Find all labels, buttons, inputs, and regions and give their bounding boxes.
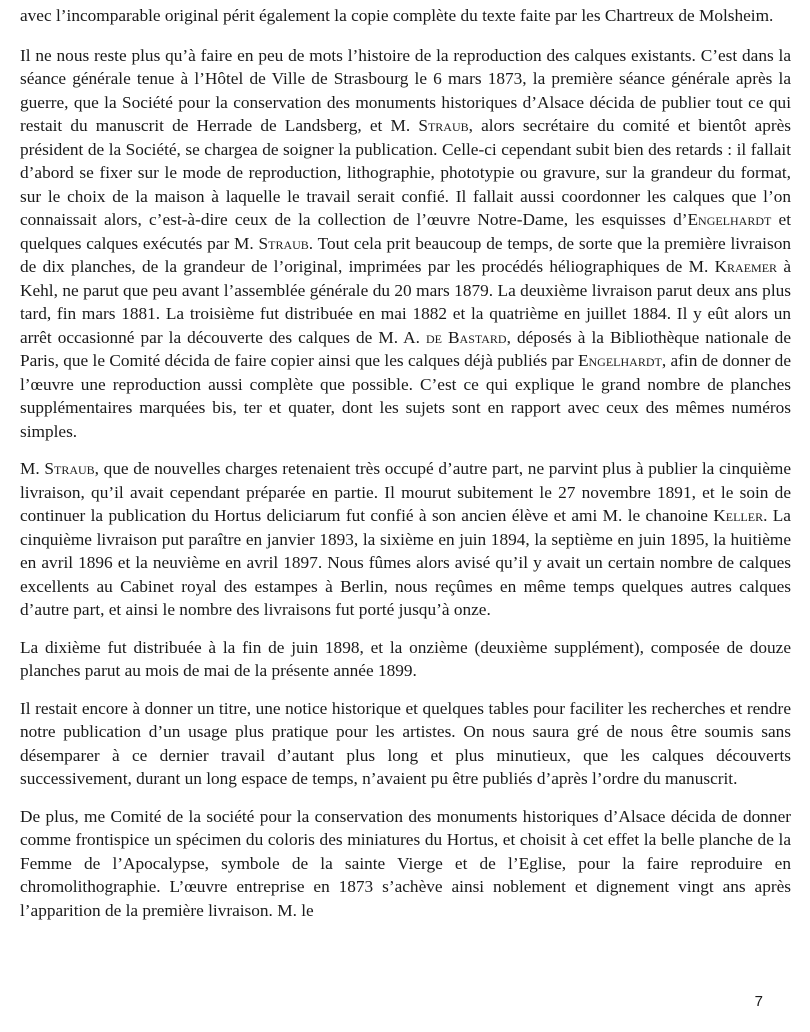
person-name: Straub [44,459,95,478]
text-run: Il restait encore à donner un titre, une notice historique et quelques tables pour faciliter les recherches et rendre notre publication d’un usage plus pratique pour les artistes. On nous saura gré de nous être soumis sans désemparer à ce dernier travail d’autant plus long et plus minutieux, que les calques découverts successivement, durant un long espace de temps, n’avaient pu être publiés d’après l’ordre du manuscrit. [20,698,791,788]
paragraph [20,697,791,791]
person-name: Kraemer [714,257,778,276]
text-run: , afin de donner de l’œuvre une reproduction aussi complète que possible. C’est ce qui explique le grand nombre de planches supplémentaires marquées bis, ter et quater, dont les sujets sont en rapport avec ceux des mêmes numéros simples. [20,351,791,441]
text-run: M. [20,459,45,478]
person-name: Engelhardt [577,351,662,370]
person-name: Keller [713,506,764,525]
text-run: , déposés à la Bibliothèque nationale de Paris, que le Comité décida de faire copier ainsi que les calques déjà publiés par [20,327,791,370]
text-run: , que de nouvelles charges retenaient très occupé d’autre part, ne parvint plus à publier la cinquième livraison, qu’il avait cependant préparée en partie. Il mourut subitement le 27 novembre 1891, et le soin de continuer la publication du Hortus deliciarum fut confié à son ancien élève et ami M. le chanoine [20,459,791,525]
text-run: avec l’incomparable original périt également la copie complète du texte faite par les Chartreux de Molsheim. [20,6,774,25]
text-run: , alors secrétaire du comité et bientôt après président de la Société, se chargea de soigner la publication. Celle-ci cependant subit bien des retards : il fallait d’abord se fixer sur le mode de reproduction, lithographie, phototypie ou gravure, sur la grandeur du format, sur le choix de la maison à laquelle le travail serait confié. Il fallait aussi coordonner les calques que l’on connaissait alors, c’est-à-dire ceux de la collection de l’œuvre Notre-Dame, les esquisses d’ [20,116,791,229]
text-run: et quelques calques exécutés par M. [20,210,791,253]
text-run: . La cinquième livraison put paraître en janvier 1893, la sixième en juin 1894, la septième en juin 1895, la huitième en avril 1896 et la neuvième en avril 1897. Nous fûmes alors avisé qu’il y avait un certain nombre de calques excellents au Cabinet royal des estampes à Berlin, nous reçûmes en même temps quelques autres calques d’autre part, et ainsi le nombre des livraisons fut porté jusqu’à onze. [20,506,791,619]
paragraph [20,4,791,28]
text-run: De plus, me Comité de la société pour la conservation des monuments historiques d’Alsace décida de donner comme frontispice un spécimen du coloris des miniatures du Hortus, et choisit à cet effet la belle planche de la Femme de l’Apocalypse, symbole de la sainte Vierge et de l’Eglise, pour la faire reproduire en chromolithographie. L’œuvre entreprise en 1873 s’achève ainsi noblement et dignement vingt ans après l’apparition de la première livraison. M. le [20,806,791,920]
person-name: Straub [418,116,469,135]
text-run: . Tout cela prit beaucoup de temps, de sorte que la première livraison de dix planches, de la grandeur de l’original, imprimées par les procédés héliographiques de M. [20,233,791,276]
text-run: Il ne nous reste plus qu’à faire en peu de mots l’histoire de la reproduction des calques existants. C’est dans la séance générale tenue à l’Hôtel de Ville de Strasbourg le 6 mars 1873, la première séance générale après la guerre, que la Société pour la conservation des monuments historiques d’Alsace décida de publier tout ce qui restait du manuscrit de Herrade de Landsberg, et M. [20,45,791,135]
page-number: 7 [754,993,763,1010]
text-run: à Kehl, ne parut que peu avant l’assemblée générale du 20 mars 1879. La deuxième livraison parut deux ans plus tard, fin mars 1881. La troisième fut distribuée en mai 1882 et la quatrième en juillet 1884. Il y eût alors un arrêt occasionné par la découverte des calques de M. A. [20,257,792,347]
person-name: Engelhardt [687,210,772,229]
paragraph [20,805,791,923]
person-name: Straub [258,233,309,253]
paragraph [20,457,791,622]
paragraph [20,636,791,683]
person-name: de Bastard [425,327,507,347]
paragraph [20,44,791,444]
document-page [20,4,791,936]
text-run: La dixième fut distribuée à la fin de juin 1898, et la onzième (deuxième supplément), composée de douze planches parut au mois de mai de la présente année 1899. [20,637,791,680]
